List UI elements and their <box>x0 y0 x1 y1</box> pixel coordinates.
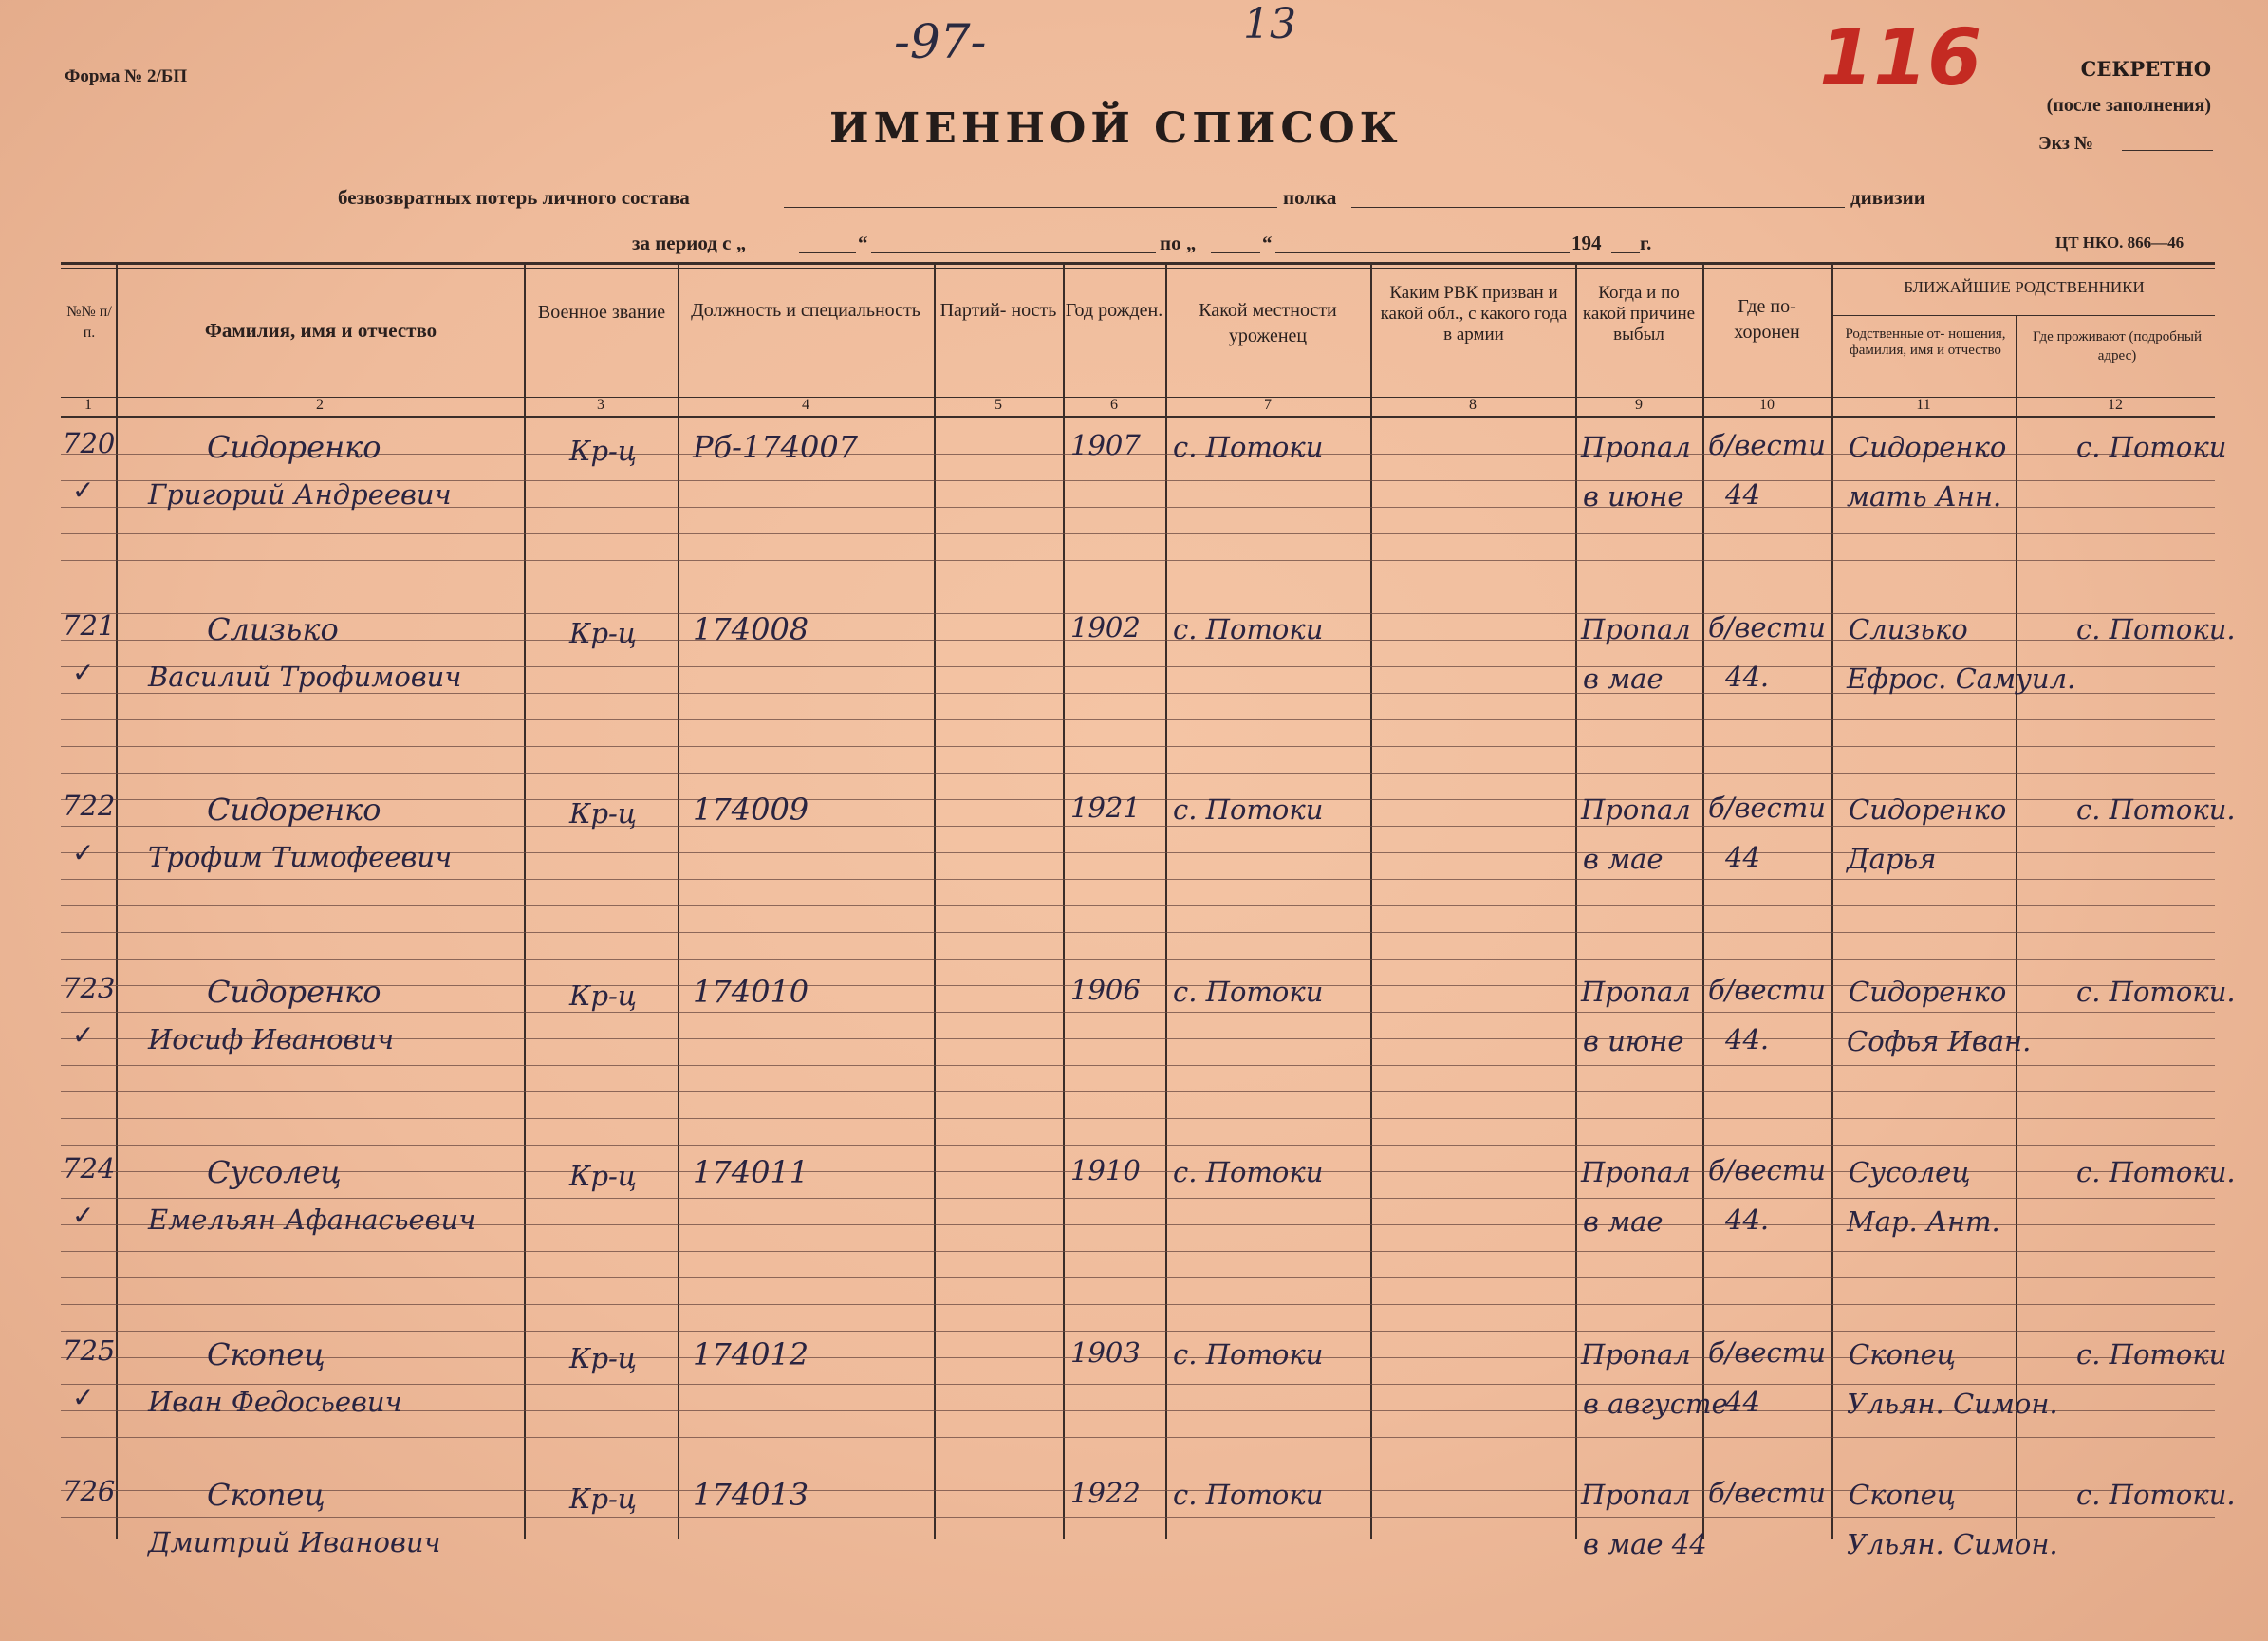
form-number: Форма № 2/БП <box>65 66 188 86</box>
column-number: 3 <box>597 397 604 413</box>
ruled-line <box>61 1145 2215 1146</box>
burial-place: б/вести <box>1708 611 1826 643</box>
relative-name: Ефрос. Самуил. <box>1847 662 2076 695</box>
ruled-line <box>61 719 2215 720</box>
birth-year: 1907 <box>1070 429 1141 461</box>
regiment-label: полка <box>1283 186 1337 209</box>
col-header-8: Каким РВК призван и какой обл., с какого года в армии <box>1380 283 1568 345</box>
col-header-11: Родственные от- ношения, фамилия, имя и отчество <box>1845 326 2006 359</box>
column-divider <box>1575 264 1577 1539</box>
col-header-3: Военное звание <box>537 302 666 323</box>
relative-name: Ульян. Симон. <box>1847 1388 2058 1420</box>
ruled-line <box>61 773 2215 774</box>
ruled-line <box>61 1304 2215 1305</box>
burial-year: 44 <box>1725 841 1760 873</box>
burial-year: 44. <box>1725 1203 1770 1236</box>
place-of-origin: с. Потоки <box>1173 793 1324 826</box>
ruled-line <box>61 1118 2215 1119</box>
burial-place: б/вести <box>1708 1477 1826 1509</box>
left-reason: Пропал <box>1581 1479 1691 1511</box>
position-number: 174010 <box>693 974 809 1010</box>
row-number: 726 <box>63 1475 116 1507</box>
col-header-5: Партий- ность <box>939 300 1057 321</box>
column-number: 7 <box>1264 397 1272 413</box>
relative-name: Мар. Ант. <box>1847 1205 2000 1238</box>
person-surname: Скопец <box>207 1336 325 1372</box>
division-label: дивизии <box>1850 186 1925 209</box>
military-rank: Кр-ц <box>569 797 638 830</box>
ruled-line <box>61 959 2215 960</box>
after-fill-label: (после заполнения) <box>2046 95 2211 116</box>
year-suffix: г. <box>1640 232 1652 254</box>
person-surname: Скопец <box>207 1477 325 1513</box>
document-title: ИМЕННОЙ СПИСОК <box>829 104 1403 153</box>
ruled-line <box>61 826 2215 827</box>
person-surname: Сидоренко <box>207 429 381 465</box>
period-from-label: за период с „ <box>632 232 747 254</box>
period-to-label: по „ <box>1160 232 1197 254</box>
col-header-2: Фамилия, имя и отчество <box>204 319 437 342</box>
period-from-month-line <box>871 252 1156 253</box>
period-to-quote: “ <box>1262 232 1273 254</box>
left-date: в июне <box>1583 1025 1684 1057</box>
relative-address: с. Потоки. <box>2076 613 2236 645</box>
column-number: 4 <box>802 397 809 413</box>
row-number: 722 <box>63 790 116 822</box>
red-page-number: 116 <box>1819 13 1982 103</box>
row-number: 721 <box>63 609 116 642</box>
military-rank: Кр-ц <box>569 435 638 467</box>
place-of-origin: с. Потоки <box>1173 1156 1324 1188</box>
relative-name: Ульян. Симон. <box>1847 1528 2058 1560</box>
person-name-patronymic: Василий Трофимович <box>148 661 462 693</box>
person-name-patronymic: Трофим Тимофеевич <box>148 841 453 873</box>
military-rank: Кр-ц <box>569 617 638 649</box>
ruled-line <box>61 932 2215 933</box>
burial-year: 44 <box>1725 1386 1760 1418</box>
column-number: 6 <box>1110 397 1118 413</box>
left-date: в мае 44 <box>1583 1528 1707 1560</box>
burial-year: 44 <box>1725 478 1760 511</box>
burial-place: б/вести <box>1708 974 1826 1006</box>
ruled-line <box>61 1277 2215 1278</box>
left-reason: Пропал <box>1581 613 1691 645</box>
row-number: 720 <box>63 427 116 459</box>
row-number: 725 <box>63 1334 116 1367</box>
ruled-line <box>61 1065 2215 1066</box>
place-of-origin: с. Потоки <box>1173 976 1324 1008</box>
ruled-line <box>61 879 2215 880</box>
column-divider <box>524 264 526 1539</box>
col-header-6: Год рожден. <box>1065 300 1163 321</box>
left-reason: Пропал <box>1581 793 1691 826</box>
place-of-origin: с. Потоки <box>1173 431 1324 463</box>
left-reason: Пропал <box>1581 976 1691 1008</box>
archive-page-number: -97- <box>894 14 987 69</box>
column-number: 10 <box>1759 397 1775 413</box>
column-divider <box>2016 315 2017 1539</box>
ruled-line <box>61 1517 2215 1518</box>
ruled-line <box>61 1251 2215 1252</box>
relative-surname: Сидоренко <box>1849 793 2007 826</box>
ruled-line <box>61 1331 2215 1332</box>
position-number: Рб-174007 <box>693 429 859 465</box>
column-divider <box>934 264 936 1539</box>
column-divider <box>1370 264 1372 1539</box>
row-number: 723 <box>63 972 116 1004</box>
person-name-patronymic: Дмитрий Иванович <box>148 1526 441 1558</box>
relative-name: Софья Иван. <box>1847 1025 2032 1057</box>
person-name-patronymic: Емельян Афанасьевич <box>148 1203 476 1236</box>
person-name-patronymic: Иван Федосьевич <box>148 1386 402 1418</box>
relative-surname: Слизько <box>1849 613 1968 645</box>
birth-year: 1902 <box>1070 611 1141 643</box>
person-name-patronymic: Иосиф Иванович <box>148 1023 395 1055</box>
burial-place: б/вести <box>1708 792 1826 824</box>
birth-year: 1921 <box>1070 792 1141 824</box>
relative-surname: Скопец <box>1849 1338 1957 1371</box>
position-number: 174008 <box>693 611 809 647</box>
person-surname: Сидоренко <box>207 974 381 1010</box>
birth-year: 1910 <box>1070 1154 1141 1186</box>
burial-place: б/вести <box>1708 429 1826 461</box>
column-divider <box>116 264 118 1539</box>
check-mark: ✓ <box>72 1019 95 1051</box>
relative-address: с. Потоки. <box>2076 1156 2236 1188</box>
ruled-line <box>61 1384 2215 1385</box>
header-bottom-border <box>61 416 2215 418</box>
ruled-line <box>61 905 2215 906</box>
birth-year: 1903 <box>1070 1336 1141 1369</box>
column-divider <box>1702 264 1704 1539</box>
place-of-origin: с. Потоки <box>1173 1338 1324 1371</box>
left-date: в июне <box>1583 480 1684 513</box>
check-mark: ✓ <box>72 837 95 868</box>
relative-address: с. Потоки. <box>2076 1479 2236 1511</box>
ruled-line <box>61 560 2215 561</box>
relative-address: с. Потоки. <box>2076 976 2236 1008</box>
relatives-group-divider <box>1833 315 2215 316</box>
check-mark: ✓ <box>72 1382 95 1413</box>
copy-number-label: Экз № <box>2038 133 2093 154</box>
period-from-quote: “ <box>858 232 868 254</box>
column-divider <box>1831 264 1833 1539</box>
military-rank: Кр-ц <box>569 1342 638 1374</box>
col-header-12: Где проживают (подробный адрес) <box>2033 329 2202 364</box>
burial-place: б/вести <box>1708 1336 1826 1369</box>
col-header-7: Какой местности уроженец <box>1199 300 1337 346</box>
position-number: 174009 <box>693 792 809 828</box>
archive-page-number-2: 13 <box>1243 0 1296 48</box>
col-header-1: №№ п/п. <box>66 304 112 341</box>
relative-surname: Сусолец <box>1849 1156 1971 1188</box>
ruled-line <box>61 1012 2215 1013</box>
column-number: 9 <box>1635 397 1643 413</box>
col-header-9: Когда и по какой причине выбыл <box>1582 283 1696 345</box>
column-number: 5 <box>995 397 1002 413</box>
relative-name: мать Анн. <box>1847 480 2002 513</box>
relative-surname: Скопец <box>1849 1479 1957 1511</box>
column-number: 1 <box>84 397 92 413</box>
period-to-day-line <box>1211 252 1260 253</box>
ruled-line <box>61 1091 2215 1092</box>
military-rank: Кр-ц <box>569 1482 638 1515</box>
ruled-line <box>61 746 2215 747</box>
relative-surname: Сидоренко <box>1849 431 2007 463</box>
position-number: 174012 <box>693 1336 809 1372</box>
check-mark: ✓ <box>72 475 95 506</box>
burial-year: 44. <box>1725 1023 1770 1055</box>
person-name-patronymic: Григорий Андреевич <box>148 478 452 511</box>
place-of-origin: с. Потоки <box>1173 613 1324 645</box>
row-number: 724 <box>63 1152 116 1184</box>
column-number: 2 <box>316 397 324 413</box>
left-date: в августе <box>1583 1388 1728 1420</box>
check-mark: ✓ <box>72 1200 95 1231</box>
year-prefix: 194 <box>1571 232 1602 254</box>
regiment-fill-line <box>784 207 1277 208</box>
check-mark: ✓ <box>72 657 95 688</box>
place-of-origin: с. Потоки <box>1173 1479 1324 1511</box>
table-top-border-inner <box>61 268 2215 269</box>
birth-year: 1922 <box>1070 1477 1141 1509</box>
relative-surname: Сидоренко <box>1849 976 2007 1008</box>
left-reason: Пропал <box>1581 1338 1691 1371</box>
position-number: 174011 <box>693 1154 809 1190</box>
military-rank: Кр-ц <box>569 1160 638 1192</box>
birth-year: 1906 <box>1070 974 1141 1006</box>
year-fill-line <box>1611 252 1640 253</box>
period-from-day-line <box>799 252 856 253</box>
copy-number-line <box>2122 150 2213 151</box>
print-code: ЦТ НКО. 866—46 <box>2055 233 2184 252</box>
ruled-line <box>61 1437 2215 1438</box>
column-divider <box>1063 264 1065 1539</box>
col-header-4: Должность и специальность <box>691 300 920 321</box>
secret-label: СЕКРЕТНО <box>2080 57 2211 81</box>
col-header-10: Где по- хоронен <box>1734 296 1800 343</box>
relatives-group-header: БЛИЖАЙШИЕ РОДСТВЕННИКИ <box>1904 278 2145 296</box>
division-fill-line <box>1351 207 1845 208</box>
person-surname: Слизько <box>207 611 339 647</box>
table-top-border <box>61 262 2215 265</box>
relative-address: с. Потоки <box>2076 1338 2227 1371</box>
column-number: 12 <box>2108 397 2123 413</box>
military-rank: Кр-ц <box>569 979 638 1012</box>
left-date: в мае <box>1583 843 1664 875</box>
column-divider <box>678 264 679 1539</box>
person-surname: Сусолец <box>207 1154 342 1190</box>
left-reason: Пропал <box>1581 431 1691 463</box>
relative-name: Дарья <box>1847 843 1937 875</box>
column-number: 11 <box>1916 397 1931 413</box>
left-date: в мае <box>1583 1205 1664 1238</box>
relative-address: с. Потоки. <box>2076 793 2236 826</box>
left-reason: Пропал <box>1581 1156 1691 1188</box>
ruled-line <box>61 1198 2215 1199</box>
ruled-line <box>61 533 2215 534</box>
losses-label: безвозвратных потерь личного состава <box>338 186 690 209</box>
burial-year: 44. <box>1725 661 1770 693</box>
period-to-month-line <box>1275 252 1570 253</box>
relative-address: с. Потоки <box>2076 431 2227 463</box>
column-divider <box>1165 264 1167 1539</box>
left-date: в мае <box>1583 662 1664 695</box>
position-number: 174013 <box>693 1477 809 1513</box>
person-surname: Сидоренко <box>207 792 381 828</box>
burial-place: б/вести <box>1708 1154 1826 1186</box>
column-number: 8 <box>1469 397 1477 413</box>
